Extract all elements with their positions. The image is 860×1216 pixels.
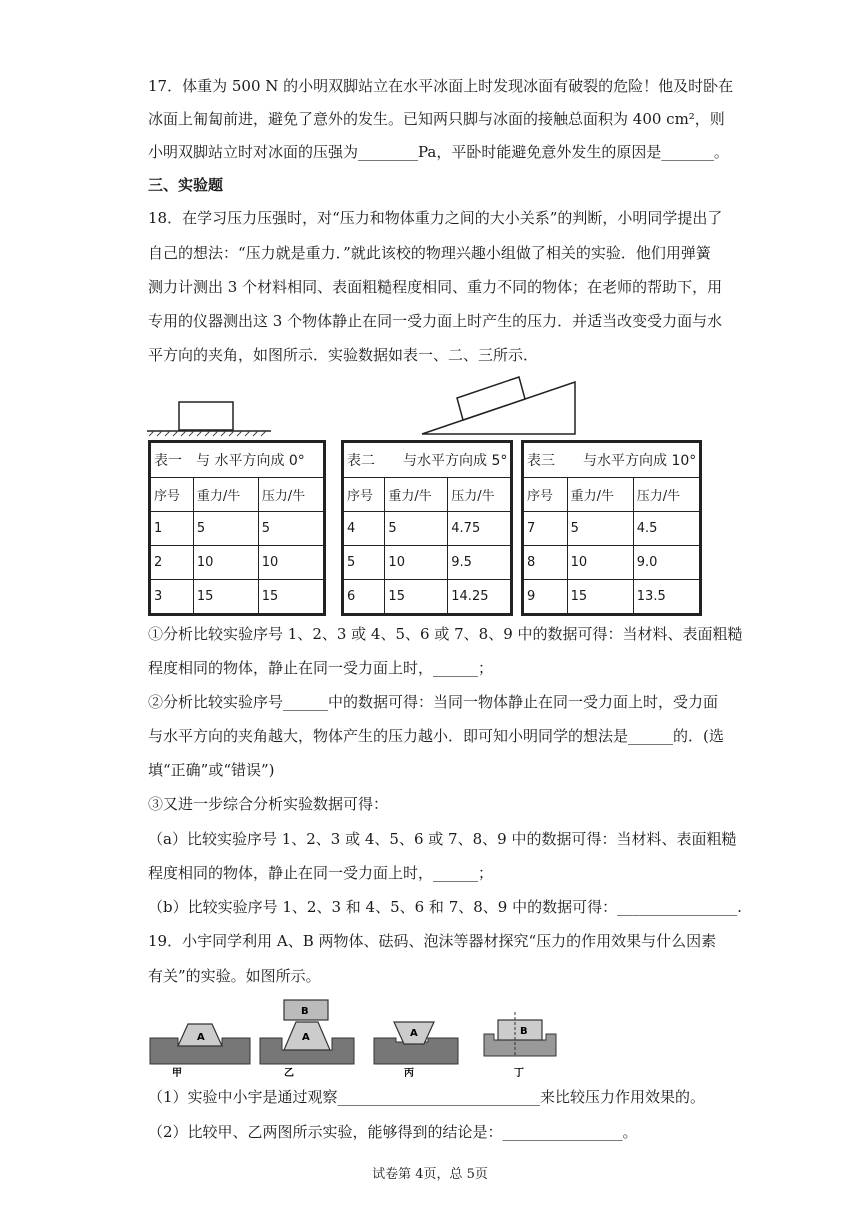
table-cell: 9.0 <box>633 546 700 580</box>
table-cell: 10 <box>193 546 258 580</box>
table-cell: 13.5 <box>633 580 700 615</box>
table-cell: 5 <box>567 512 633 546</box>
table-cell: 3 <box>150 580 194 615</box>
table-2-header-pressure: 压力/牛 <box>448 478 512 512</box>
q18-sub-4: 与水平方向的夹角越大，物体产生的压力越小．即可知小明同学的想法是______的．(选 <box>148 727 724 745</box>
table-cell: 9 <box>523 580 568 615</box>
table-2-caption: 表二 与水平方向成 5° <box>343 442 512 478</box>
table-cell: 4.75 <box>448 512 512 546</box>
block-a-label: A <box>302 1032 310 1043</box>
q19-line-2: 有关”的实验。如图所示。 <box>148 967 321 985</box>
table-cell: 10 <box>258 546 324 580</box>
table-row <box>523 546 701 580</box>
q18-line-5: 平方向的夹角，如图所示．实验数据如表一、二、三所示． <box>148 346 539 364</box>
table-cell: 5 <box>258 512 324 546</box>
table-2-header-index: 序号 <box>343 478 385 512</box>
table-row <box>523 580 701 615</box>
q17-line-2: 冰面上匍匐前进，避免了意外的发生。已知两只脚与冰面的接触总面积为 400 cm²，则 <box>148 110 725 128</box>
table-3-header-index: 序号 <box>523 478 568 512</box>
table-cell: 7 <box>523 512 568 546</box>
table-cell: 8 <box>523 546 568 580</box>
table-1-caption: 表一 与 水平方向成 0° <box>150 442 325 478</box>
q18-sub-3: ②分析比较实验序号______中的数据可得：当同一物体静止在同一受力面上时，受力面 <box>148 693 719 711</box>
q18-sub-6: ③又进一步综合分析实验数据可得： <box>148 795 389 813</box>
table-cell: 4.5 <box>633 512 700 546</box>
table-row <box>343 512 512 546</box>
table-cell: 5 <box>385 512 448 546</box>
block-a-label: A <box>410 1028 418 1039</box>
table-row <box>343 580 512 615</box>
experiment-jia <box>150 1024 250 1078</box>
table-cell: 5 <box>193 512 258 546</box>
q18-line-4: 专用的仪器测出这 3 个物体静止在同一受力面上时产生的压力．并适当改变受力面与水 <box>148 312 723 330</box>
table-cell: 15 <box>567 580 633 615</box>
q18-sub-5: 填“正确”或“错误”) <box>148 761 275 779</box>
q18-line-1: 18．在学习压力压强时，对“压力和物体重力之间的大小关系”的判断，小明同学提出了 <box>148 209 723 227</box>
block-b-label: B <box>520 1026 528 1037</box>
table-row <box>150 512 325 546</box>
table-2-header-weight: 重力/牛 <box>385 478 448 512</box>
q19-sub-2: （2）比较甲、乙两图所示实验，能够得到的结论是：________________。 <box>148 1123 638 1141</box>
q19-line-1: 19．小宇同学利用 A、B 两物体、砝码、泡沫等器材探究“压力的作用效果与什么因素 <box>148 932 717 950</box>
table-cell: 1 <box>150 512 194 546</box>
table-2 <box>341 440 513 616</box>
table-cell: 15 <box>385 580 448 615</box>
experiment-yi <box>260 1000 354 1078</box>
table-1-header-weight: 重力/牛 <box>193 478 258 512</box>
q17-line-1: 17．体重为 500 N 的小明双脚站立在水平冰面上时发现冰面有破裂的危险！他及时卧在 <box>148 77 734 95</box>
q18-sub-8: 程度相同的物体，静止在同一受力面上时，______； <box>148 864 494 882</box>
figure-label-bing: 丙 <box>404 1068 414 1078</box>
block-a-label: A <box>197 1032 205 1043</box>
table-cell: 14.25 <box>448 580 512 615</box>
table-cell: 15 <box>258 580 324 615</box>
experiment-bing <box>374 1022 458 1078</box>
table-cell: 10 <box>385 546 448 580</box>
table-row <box>150 580 325 615</box>
table-1-header-pressure: 压力/牛 <box>258 478 324 512</box>
block-on-flat-surface <box>179 402 233 430</box>
table-3-caption: 表三 与水平方向成 10° <box>523 442 701 478</box>
table-1 <box>148 440 326 616</box>
table-cell: 5 <box>343 546 385 580</box>
q18-sub-7: （a）比较实验序号 1、2、3 或 4、5、6 或 7、8、9 中的数据可得：当材料、表面粗糙 <box>148 830 737 848</box>
table-3 <box>521 440 702 616</box>
table-row <box>150 546 325 580</box>
section-title: 三、实验题 <box>148 176 224 194</box>
figure-label-yi: 乙 <box>284 1068 294 1078</box>
table-cell: 4 <box>343 512 385 546</box>
table-cell: 10 <box>567 546 633 580</box>
foam-experiment-figure <box>148 998 558 1078</box>
table-3-header-pressure: 压力/牛 <box>633 478 700 512</box>
table-cell: 2 <box>150 546 194 580</box>
table-cell: 6 <box>343 580 385 615</box>
table-row <box>343 546 512 580</box>
q18-line-2: 自己的想法：“压力就是重力．”就此该校的物理兴趣小组做了相关的实验．他们用弹簧 <box>148 244 711 262</box>
q17-line-3: 小明双脚站立时对冰面的压强为________Pa，平卧时能避免意外发生的原因是_______。 <box>148 143 729 161</box>
flat-surface-figure <box>145 398 275 438</box>
table-cell: 15 <box>193 580 258 615</box>
q18-sub-1: ①分析比较实验序号 1、2、3 或 4、5、6 或 7、8、9 中的数据可得：当材料、表面粗糙 <box>148 625 743 643</box>
table-3-header-weight: 重力/牛 <box>567 478 633 512</box>
q18-sub-2: 程度相同的物体，静止在同一受力面上时，______； <box>148 659 494 677</box>
table-1-header-index: 序号 <box>150 478 194 512</box>
q19-sub-1: （1）实验中小宇是通过观察___________________________来比较压力作用效果的。 <box>148 1088 706 1106</box>
page-footer: 试卷第 4页，总 5页 <box>372 1167 488 1182</box>
figure-label-ding: 丁 <box>514 1068 524 1078</box>
figure-label-jia: 甲 <box>172 1068 182 1078</box>
q18-line-3: 测力计测出 3 个材料相同、表面粗糙程度相同、重力不同的物体；在老师的帮助下，用 <box>148 278 723 296</box>
table-cell: 9.5 <box>448 546 512 580</box>
table-row <box>523 512 701 546</box>
block-b-label: B <box>301 1006 309 1017</box>
experiment-ding <box>484 1012 556 1078</box>
incline-figure <box>420 374 582 436</box>
q18-sub-9: （b）比较实验序号 1、2、3 和 4、5、6 和 7、8、9 中的数据可得：________________. <box>148 898 742 916</box>
